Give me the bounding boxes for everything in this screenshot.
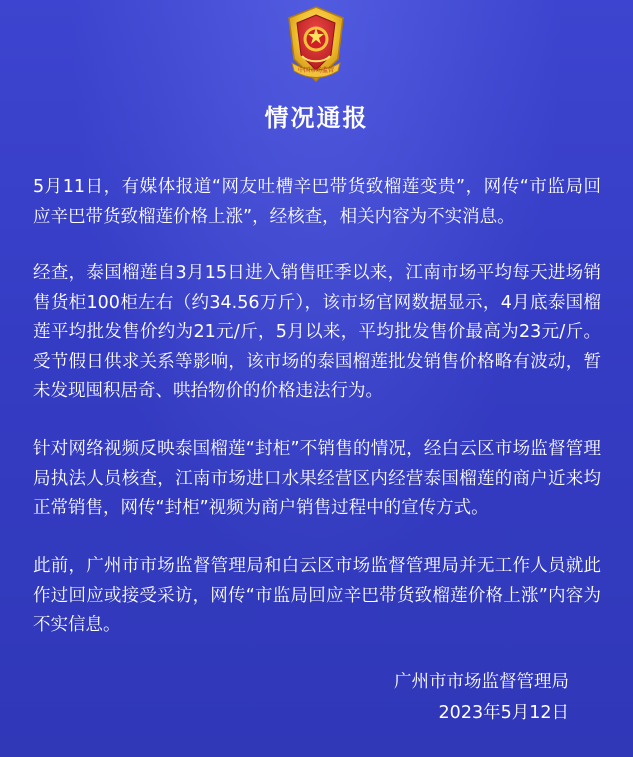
signature-block: [349, 667, 569, 729]
police-emblem-icon: [280, 5, 352, 89]
signature-date: 2023年5月12日: [438, 703, 569, 723]
signature-organization: 广州市市场监督管理局: [394, 672, 569, 692]
paragraph-1: 5月11日，有媒体报道“网友吐槽辛巴带货致榴莲变贵”，网传“市监局回应辛巴带货致榴莲价格上涨”，经核查，相关内容为不实消息。: [33, 177, 601, 227]
paragraph-2: 经查，泰国榴莲自3月15日进入销售旺季以来，江南市场平均每天进场销售货柜100柜左右（约34.56万斤），该市场官网数据显示，4月底泰国榴莲平均批发售价约为21元/斤，5月以来，平均批发售价最高为23元/斤。受节假日供求关系等影响，该市场的泰国榴莲批发销售价格略有波动，暂未发现囤积居奇、哄抬物价的价格违法行为。: [33, 263, 601, 401]
emblem-banner-text: 中国市场监管: [297, 68, 335, 74]
paragraph-3: 针对网络视频反映泰国榴莲“封柜”不销售的情况，经白云区市场监督管理局执法人员核查，江南市场进口水果经营区内经营泰国榴莲的商户近来均正常销售，网传“封柜”视频为商户销售过程中的宣传方式。: [33, 439, 601, 518]
page-title: 情况通报: [264, 104, 369, 132]
paragraph-4: 此前，广州市市场监督管理局和白云区市场监督管理局并无工作人员就此作过回应或接受采访，网传“市监局回应辛巴带货致榴莲价格上涨”内容为不实信息。: [33, 556, 601, 635]
